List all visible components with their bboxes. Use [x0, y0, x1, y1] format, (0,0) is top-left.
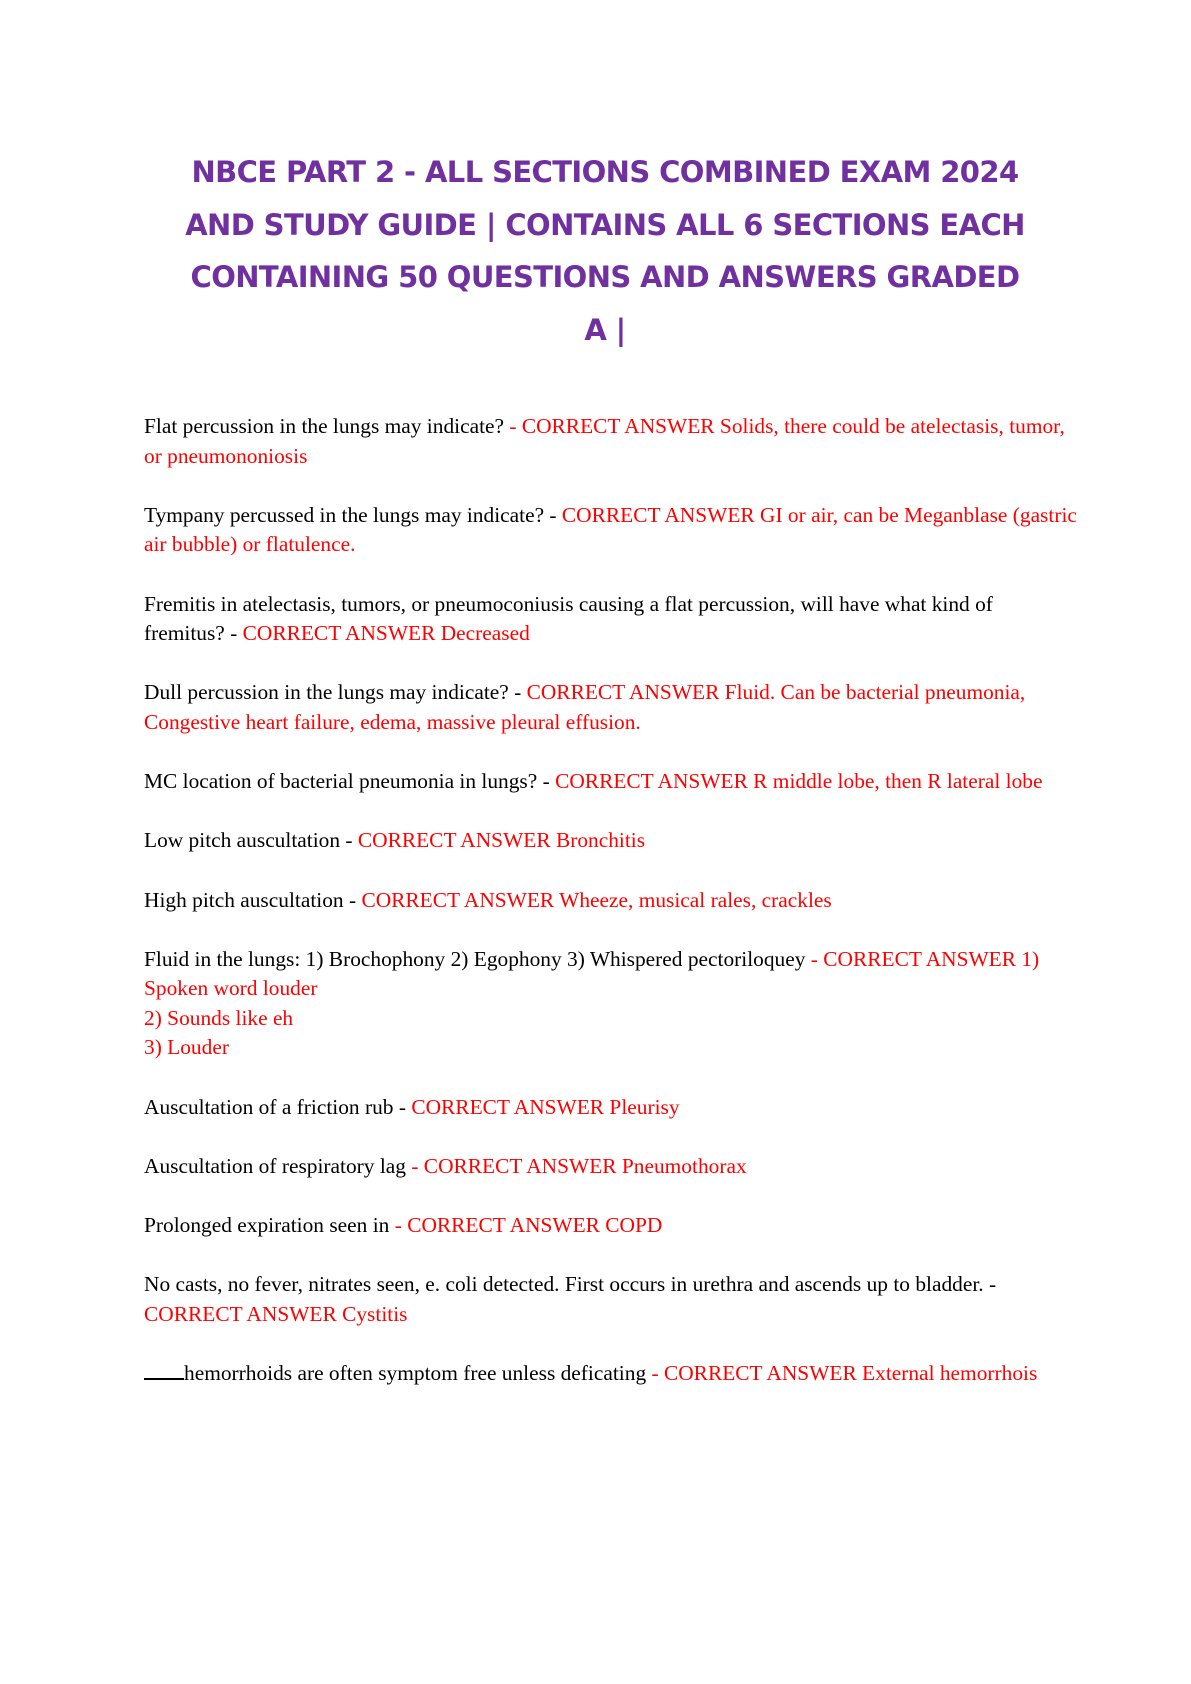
answer-text: CORRECT ANSWER Pleurisy — [411, 1094, 680, 1119]
answer-text: CORRECT ANSWER R middle lobe, then R lateral lobe — [555, 769, 1043, 794]
qa-list — [144, 412, 1079, 1418]
qa-item — [144, 945, 1079, 1063]
title-line-2: AND STUDY GUIDE | CONTAINS ALL 6 SECTIONS EACH — [185, 207, 1025, 242]
answer-text: CORRECT ANSWER External hemorrhois — [663, 1361, 1038, 1385]
question-text: hemorrhoids are often symptom free unless deficating — [184, 1361, 652, 1385]
answer-separator: - — [509, 414, 522, 438]
qa-item — [144, 767, 1079, 797]
question-text: Dull percussion in the lungs may indicate? — [144, 680, 515, 705]
question-text: No casts, no fever, nitrates seen, e. coli detected. First occurs in urethra and ascends up to bladder. - — [144, 1272, 997, 1297]
question-text: Fremitis in atelectasis, tumors, or pneumoconiusis causing a flat percussion, will have what kind of fremitus? - — [144, 591, 993, 646]
answer-text: CORRECT ANSWER COPD — [407, 1213, 663, 1238]
document-title — [150, 146, 1060, 356]
answer-separator: - — [549, 502, 562, 527]
answer-text: CORRECT ANSWER Decreased — [242, 621, 530, 646]
answer-text: CORRECT ANSWER GI or air, can be Meganblase (gastric air bubble) or flatulence. — [144, 502, 1077, 557]
answer-text: CORRECT ANSWER Fluid. Can be bacterial pneumonia, Congestive heart failure, edema, massive pleural effusion. — [144, 680, 1026, 734]
answer-separator: - — [411, 1153, 424, 1178]
question-text: Fluid in the lungs: 1) Brochophony 2) Egophony 3) Whispered pectoriloquey — [144, 946, 811, 971]
answer-text: CORRECT ANSWER Cystitis — [144, 1301, 408, 1326]
title-line-1: NBCE PART 2 - ALL SECTIONS COMBINED EXAM 2024 — [191, 155, 1019, 189]
qa-item — [144, 1270, 1079, 1329]
answer-separator: - — [514, 680, 527, 705]
answer-separator: - — [810, 946, 824, 971]
answer-text: CORRECT ANSWER 1) Spoken word louder — [144, 946, 1040, 1001]
qa-item — [144, 590, 1079, 649]
qa-item — [144, 412, 1079, 471]
answer-text: CORRECT ANSWER Wheeze, musical rales, crackles — [361, 887, 832, 912]
answer-line: 3) Louder — [144, 1035, 229, 1060]
qa-item — [144, 1211, 1079, 1241]
question-text: Auscultation of respiratory lag — [144, 1153, 412, 1178]
answer-text: CORRECT ANSWER Pneumothorax — [423, 1153, 747, 1178]
question-text: Flat percussion in the lungs may indicate? — [144, 414, 510, 438]
question-text: MC location of bacterial pneumonia in lungs? — [144, 769, 543, 794]
qa-item — [144, 886, 1079, 916]
answer-separator: - — [542, 769, 556, 794]
qa-item — [144, 1359, 1079, 1389]
answer-line: 2) Sounds like eh — [144, 1005, 294, 1030]
answer-separator: - — [651, 1361, 664, 1385]
title-line-3: CONTAINING 50 QUESTIONS AND ANSWERS GRADED — [190, 260, 1020, 294]
qa-item — [144, 826, 1079, 856]
qa-item — [144, 1152, 1079, 1182]
fill-in-blank — [144, 1362, 184, 1380]
question-text: Auscultation of a friction rub — [144, 1094, 399, 1119]
title-line-4: A | — [584, 312, 626, 347]
qa-item — [144, 1093, 1079, 1123]
answer-text: CORRECT ANSWER Solids, there could be atelectasis, tumor, or pneumononiosis — [144, 414, 1065, 468]
answer-separator: - — [398, 1094, 412, 1119]
answer-separator: - — [394, 1213, 408, 1238]
question-text: Prolonged expiration seen in — [144, 1213, 395, 1238]
question-text: Low pitch auscultation - — [144, 828, 358, 853]
question-text: High pitch auscultation - — [144, 887, 362, 912]
question-text: Tympany percussed in the lungs may indicate? — [144, 502, 550, 527]
qa-item — [144, 501, 1079, 560]
answer-text: CORRECT ANSWER Bronchitis — [357, 828, 646, 853]
qa-item — [144, 678, 1079, 737]
